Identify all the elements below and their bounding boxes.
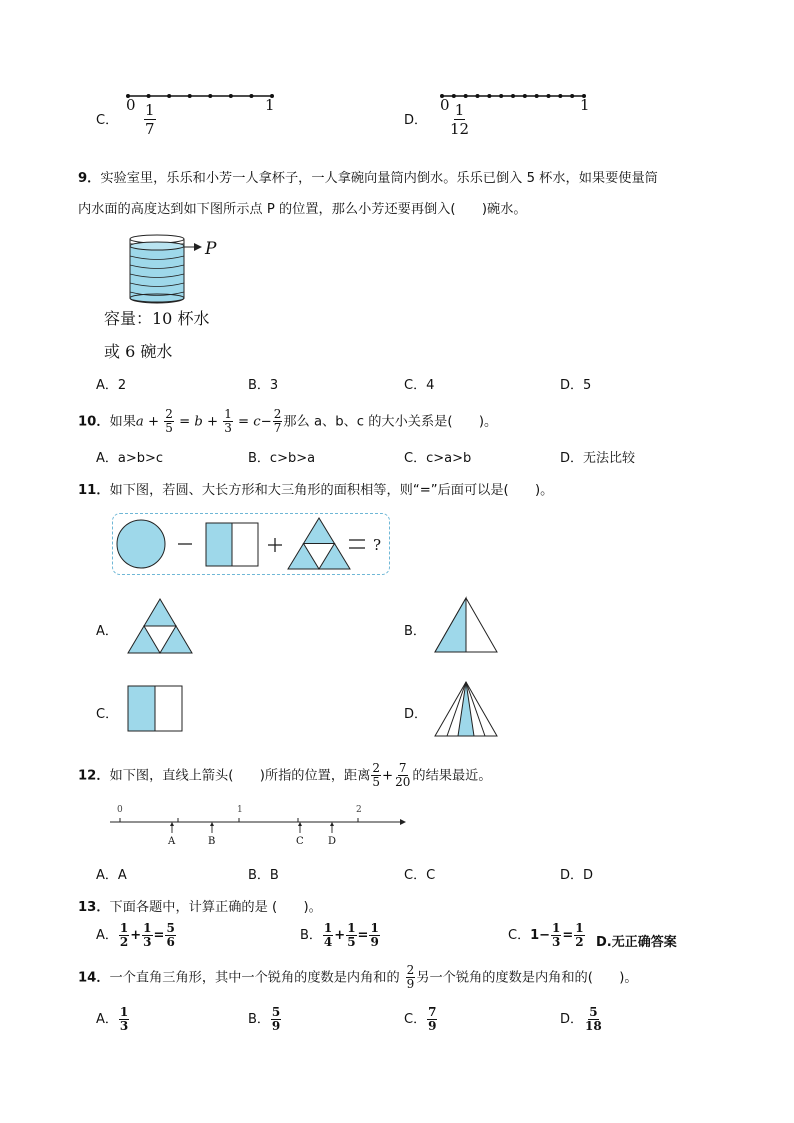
- question-9-line2: 内水面的高度达到如下图所示点 P 的位置，那么小芳还要再倒入( )碗水。: [78, 202, 527, 217]
- arrow-label-d: D: [328, 836, 337, 847]
- option-d: D.无正确答案: [596, 935, 677, 950]
- capacity-line2: 或 6 碗水: [104, 342, 173, 361]
- line-zero-label: 0: [440, 96, 450, 114]
- option-b-label: B．: [404, 624, 426, 639]
- option-d: D． $\frac{5}{18}$: [560, 1005, 602, 1033]
- option-c: C．C: [404, 868, 436, 883]
- option-c: C．c>a>b: [404, 451, 472, 466]
- option-b-figure: [434, 596, 500, 654]
- tick-label-0: 0: [117, 805, 123, 815]
- fraction-one-twelfth: $\frac{1}{12}$: [450, 101, 470, 138]
- option-c: C．1− $\frac{1}{3}$ = $\frac{1}{2}$: [508, 921, 584, 949]
- option-a-label: A．: [96, 624, 118, 639]
- number-line-dot: [167, 94, 171, 98]
- question-14: 14．一个直角三角形，其中一个锐角的度数是内角和的 $\frac{2}{9}$ 另一个锐角的度数是内角和的( )。: [78, 963, 638, 991]
- question-9-line1: 9．实验室里，乐乐和小芳一人拿杯子，一人拿碗向量筒内倒水。乐乐已倒入 5 杯水，如果要使量筒: [78, 171, 658, 186]
- question-10: 10．如果a + $\frac{2}{5}$ = b + $\frac{1}{3}$ = c− $\frac{2}{7}$ 那么 a、b、c 的大小关系是( )。: [78, 407, 498, 435]
- arrow-label-c: C: [296, 836, 304, 847]
- option-a: A．2: [96, 378, 127, 393]
- number-line-dot: [511, 94, 515, 98]
- number-line-dot: [558, 94, 562, 98]
- arrow-label-b: B: [208, 836, 216, 847]
- option-a: A． $\frac{1}{2}$ + $\frac{1}{3}$ = $\frac{5}{6}$: [96, 921, 175, 949]
- option-d-label: D．: [404, 707, 428, 722]
- option-b: B．c>b>a: [248, 451, 316, 466]
- number-line-dot: [452, 94, 456, 98]
- line-zero-label: 0: [126, 96, 136, 114]
- option-a: A．A: [96, 868, 127, 883]
- question-11: 11．如下图，若圆、大长方形和大三角形的面积相等，则“=”后面可以是( )。: [78, 483, 554, 498]
- line-one-label: 1: [580, 96, 590, 114]
- number-line-dot: [547, 94, 551, 98]
- fraction-one-seventh: $\frac{1}{7}$: [145, 101, 155, 138]
- option-b: B． $\frac{1}{4}$ + $\frac{1}{5}$ = $\frac{1}{9}$: [300, 921, 379, 949]
- number-line-dot: [499, 94, 503, 98]
- number-line-dot: [188, 94, 192, 98]
- shape-equation: [112, 513, 392, 575]
- number-line-dot: [535, 94, 539, 98]
- number-line-dot: [570, 94, 574, 98]
- point-p-label: P: [205, 239, 217, 259]
- number-line-dot: [523, 94, 527, 98]
- number-line-dot: [476, 94, 480, 98]
- number-line-dot: [249, 94, 253, 98]
- number-line-dot: [229, 94, 233, 98]
- option-d: D．无法比较: [560, 451, 636, 466]
- tick-label-1: 1: [237, 805, 243, 815]
- option-a: A．a>b>c: [96, 451, 164, 466]
- option-a-figure: [127, 597, 195, 655]
- option-d: D．D: [560, 868, 594, 883]
- option-d-figure: [434, 680, 500, 738]
- number-line-arrows: [110, 804, 410, 850]
- option-b: B． $\frac{5}{9}$: [248, 1005, 281, 1033]
- option-b: B．3: [248, 378, 279, 393]
- arrow-label-a: A: [168, 836, 176, 847]
- line-one-label: 1: [265, 96, 275, 114]
- option-b: B．B: [248, 868, 279, 883]
- option-c: C． $\frac{7}{9}$: [404, 1005, 437, 1033]
- question-13: 13．下面各题中，计算正确的是 ( )。: [78, 900, 322, 915]
- option-d-label: D．: [404, 113, 428, 128]
- option-c-label: C．: [96, 707, 119, 722]
- option-d: D．5: [560, 378, 592, 393]
- option-c-figure: [127, 685, 185, 733]
- option-c-label: C．: [96, 113, 119, 128]
- question-12: 12．如下图，直线上箭头( )所指的位置，距离 $\frac{2}{5}$ + $\frac{7}{20}$ 的结果最近。: [78, 761, 492, 789]
- question-mark: ?: [373, 536, 382, 554]
- option-c: C．4: [404, 378, 435, 393]
- number-line-dot: [464, 94, 468, 98]
- number-line-dot: [208, 94, 212, 98]
- option-a: A． $\frac{1}{3}$: [96, 1005, 129, 1033]
- capacity-line1: 容量：10 杯水: [104, 309, 210, 328]
- number-line-dot: [147, 94, 151, 98]
- number-line-dot: [487, 94, 491, 98]
- tick-label-2: 2: [356, 805, 362, 815]
